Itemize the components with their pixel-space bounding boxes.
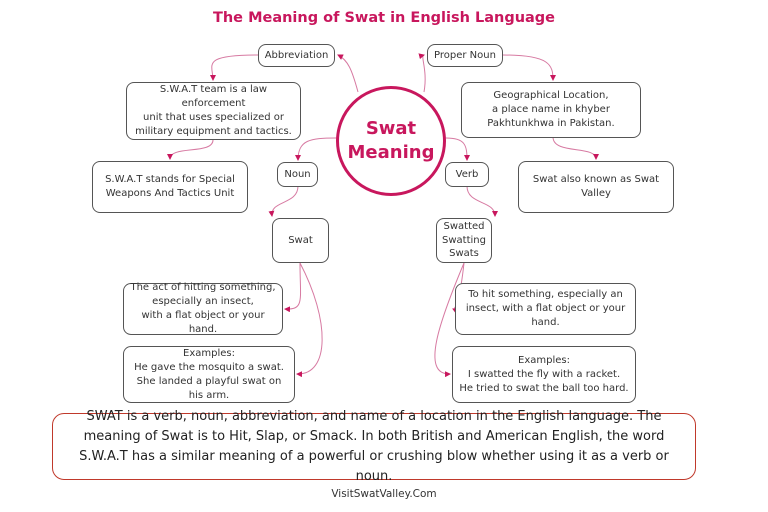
node-proper-noun: Proper Noun [427, 44, 503, 67]
connector-geo-valley [553, 137, 596, 159]
node-swat-stands: S.W.A.T stands for Special Weapons And Tactics Unit [92, 161, 248, 213]
connector-abbrev-team [212, 55, 258, 80]
node-verb-definition: To hit something, especially an insect, with a flat object or your hand. [455, 283, 636, 335]
node-swat: Swat [272, 218, 329, 263]
node-swat-valley: Swat also known as Swat Valley [518, 161, 674, 213]
node-swat-team: S.W.A.T team is a law enforcement unit that uses specialized or military equipment and tactics. [126, 82, 301, 140]
node-noun: Noun [277, 162, 318, 187]
node-verb: Verb [445, 162, 489, 187]
footer-site: VisitSwatValley.Com [331, 488, 437, 500]
node-verb-forms: Swatted Swatting Swats [436, 218, 492, 263]
connector-proper-geo [503, 55, 553, 80]
connector-verb [446, 138, 467, 160]
center-node: Swat Meaning [336, 86, 446, 196]
connector-noun-swat [272, 186, 298, 216]
connector-noun [298, 138, 336, 160]
connector-proper-noun [423, 55, 425, 92]
connector-team-stands [170, 140, 213, 159]
summary-box: SWAT is a verb, noun, abbreviation, and name of a location in the English language. The meaning of Swat is to Hit, Slap, or Smack. In both British and American English, the word S.W.A.T has a similar meaning of a powerful or crushing blow whether using it as a verb or noun. [52, 413, 696, 480]
connector-verb-forms [467, 186, 495, 216]
diagram-title: The Meaning of Swat in English Language [212, 10, 556, 26]
node-noun-examples: Examples: He gave the mosquito a swat. She landed a playful swat on his arm. [123, 346, 295, 403]
node-abbreviation: Abbreviation [258, 44, 335, 67]
connector-abbreviation [338, 55, 358, 92]
node-geographical: Geographical Location, a place name in khyber Pakhtunkhwa in Pakistan. [461, 82, 641, 138]
node-verb-examples: Examples: I swatted the fly with a racket. He tried to swat the ball too hard. [452, 346, 636, 403]
node-noun-definition: The act of hitting something, especially an insect, with a flat object or your hand. [123, 283, 283, 335]
connector-swat-def [285, 263, 301, 309]
